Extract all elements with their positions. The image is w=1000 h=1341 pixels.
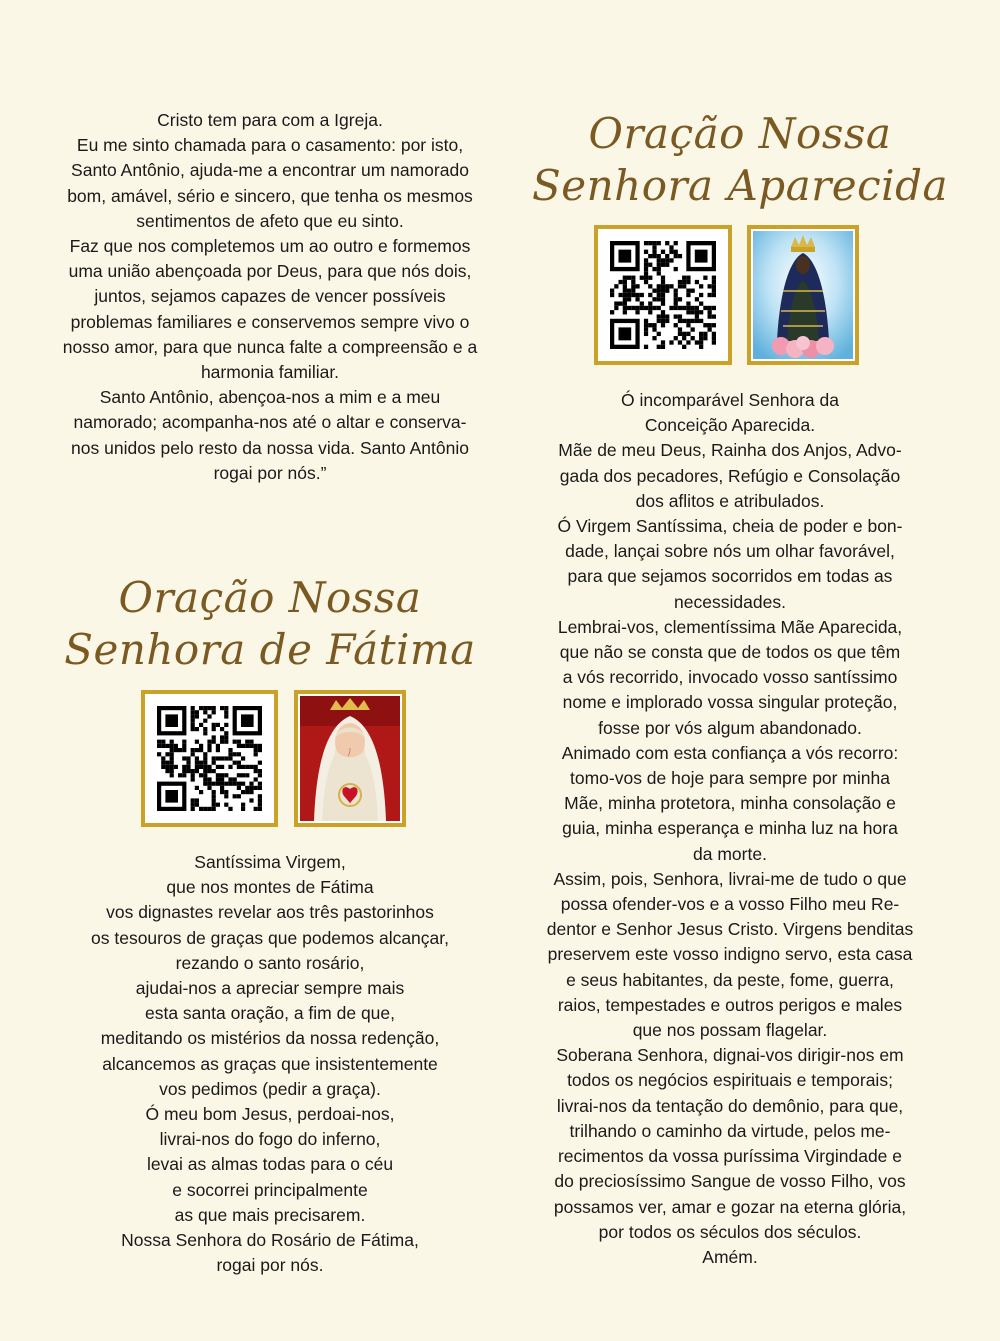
fatima-prayer [60,850,480,1278]
fatima-prayer-title: Oração Nossa Senhora de Fátima [64,573,476,674]
santo-antonio-prayer-continuation [60,108,480,486]
prayer-text: Cristo tem para com a Igreja. Eu me sinto chamada para o casamento: por isto, Santo Antônio, ajuda-me a encontrar um namorado bom, amável, sério e sincero, que tenha os mesmos sentimentos de afeto que eu sinto. Faz que nos completemos um ao outro e formemos uma união abençoada por Deus, para que nós dois, juntos, sejamos capazes de vencer possíveis problemas familiares e conservemos sempre vivo o nosso amor, para que nunca falte a compreensão e a harmonia familiar. Santo Antônio, abençoa-nos a mim e a meu namorado; acompanha-nos até o altar e conserva-nos unidos pelo resto da nossa vida. Santo Antônio rogai por nós.” [62,110,478,483]
qr-code-icon [610,241,716,349]
our-lady-aparecida-image [753,231,853,359]
aparecida-prayer-title: Oração Nossa Senhora Aparecida [531,109,949,210]
aparecida-qr-code[interactable] [594,225,732,365]
aparecida-prayer [520,388,940,1270]
fatima-image-frame [294,690,406,827]
prayer-text: Santíssima Virgem, que nos montes de Fátima vos dignastes revelar aos três pastorinhos os tesouros de graças que podemos alcançar, rezando o santo rosário, ajudai-nos a apreciar sempre mais esta santa oração, a fim de que, meditando os mistérios da nossa redenção, alcancemos as graças que insistentemente vos pedimos (pedir a graça). Ó meu bom Jesus, perdoai-nos, livrai-nos do fogo do inferno, levai as almas todas para o céu e socorrei principalmente as que mais precisarem. Nossa Senhora do Rosário de Fátima, rogai por nós. [91,852,449,1276]
prayer-text: Ó incomparável Senhora da Conceição Aparecida. Mãe de meu Deus, Rainha dos Anjos, Advo- gada dos pecadores, Refúgio e Consolação dos aflitos e atribulados. Ó Virgem Santíssima, cheia de poder e bon- dade, lançai sobre nós um olhar favorável, para que sejamos socorridos em todas as necessidades. Lembrai-vos, clementíssima Mãe Aparecida, que não se consta que de todos os que têm a vós recorrido, invocado vosso santíssimo nome e implorado vossa singular proteção, fosse por vós algum abandonado. Animado com esta confiança a vós recorro: tomo-vos de hoje para sempre por minha Mãe, minha protetora, minha consolação e guia, minha esperança e minha luz na hora da morte. Assim, pois, Senhora, livrai-me de tudo o que possa ofender-vos e a vosso Filho meu Re- dentor e Senhor Jesus Cristo. Virgens benditas preservem este vosso indigno servo, esta casa e seus habitantes, da peste, fome, guerra, raios, tempestades e outros perigos e males que nos possam flagelar. Soberana Senhora, dignai-vos dirigir-nos em todos os negócios espirituais e temporais; livrai-nos da tentação do demônio, para que, trilhando o caminho da virtude, pelos me- recimentos da vossa puríssima Virgindade e do preciosíssimo Sangue de vosso Filho, vos possamos ver, amar e gozar na eterna glória, por todos os séculos dos séculos. Amém. [546,390,914,1267]
our-lady-of-fatima-image [300,696,400,821]
aparecida-image-frame [747,225,859,365]
fatima-qr-code[interactable] [141,690,278,827]
qr-code-icon [157,706,262,811]
